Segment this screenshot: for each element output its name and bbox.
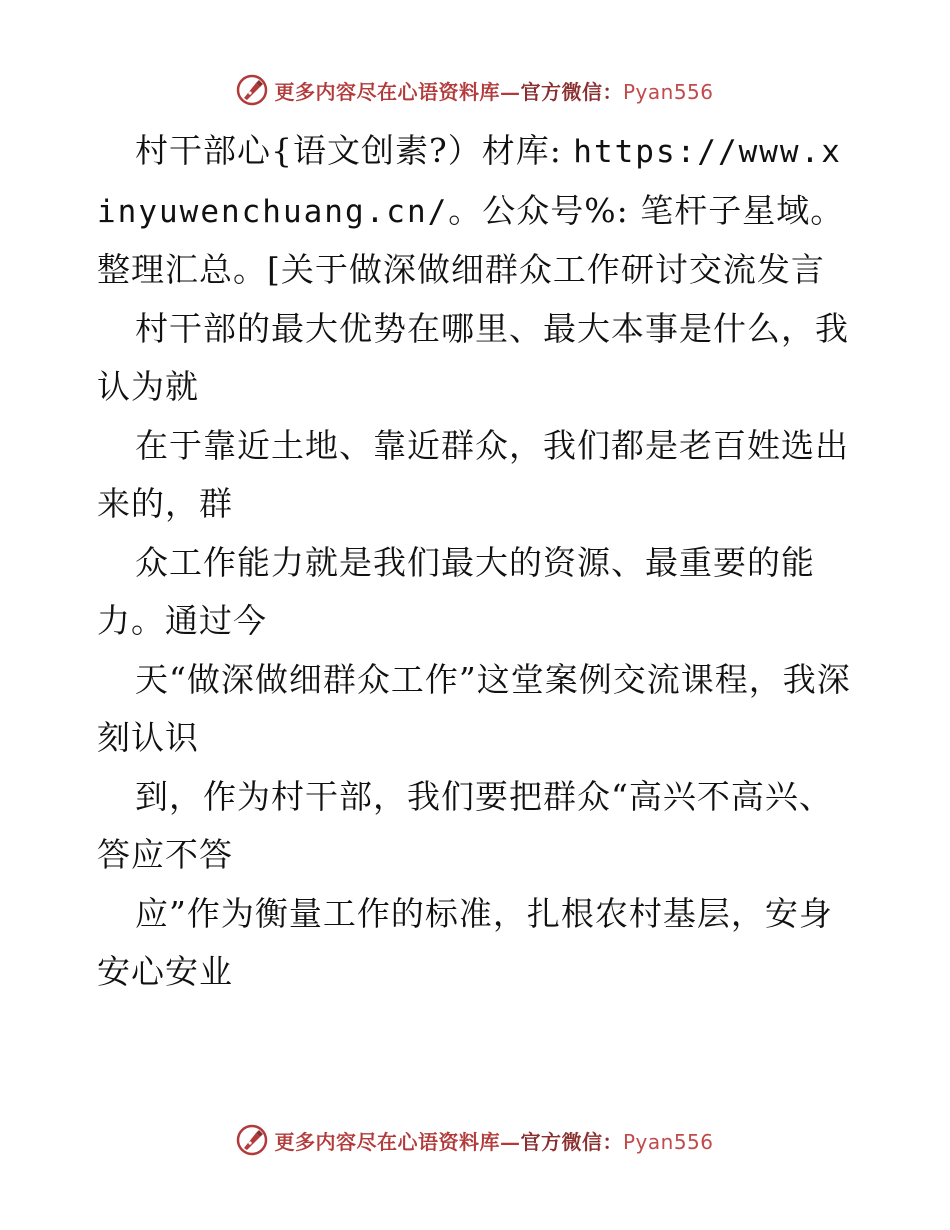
banner-library-text: 更多内容尽在心语资料库 xyxy=(274,1129,500,1154)
website-link[interactable]: https://www.xinyuwenchuang.cn/ xyxy=(97,134,842,230)
paragraph-7: 应”作为衡量工作的标准，扎根农村基层，安身安心安业 xyxy=(97,893,833,991)
banner-wechat-id: Pyan556 xyxy=(622,1129,714,1154)
banner-dash: — xyxy=(499,79,521,104)
header-banner-inner xyxy=(236,74,713,106)
paragraph-4: 众工作能力就是我们最大的资源、最重要的能力。通过今 xyxy=(97,542,815,640)
paragraph-2: 村干部的最大优势在哪里、最大本事是什么，我认为就 xyxy=(97,308,849,406)
document-body xyxy=(97,122,857,1002)
paragraph-1 xyxy=(97,122,857,300)
pen-nib-logo-icon xyxy=(236,1124,268,1156)
paragraph-1-lead: 村干部心{语文创素?）材库: xyxy=(135,131,574,170)
banner-wechat-id: Pyan556 xyxy=(622,79,714,104)
paragraph-6: 到，作为村干部，我们要把群众“高兴不高兴、答应不答 xyxy=(97,776,833,874)
banner-wechat-label: 官方微信： xyxy=(520,79,623,104)
banner-wechat-label: 官方微信： xyxy=(520,1129,623,1154)
banner-text xyxy=(274,1126,713,1155)
banner-dash: — xyxy=(499,1129,521,1154)
paragraph-5: 天“做深做细群众工作”这堂案例交流课程，我深刻认识 xyxy=(97,659,851,757)
footer-banner xyxy=(0,1120,950,1160)
banner-library-text: 更多内容尽在心语资料库 xyxy=(274,79,500,104)
paragraph-3: 在于靠近土地、靠近群众，我们都是老百姓选出来的，群 xyxy=(97,425,849,523)
header-banner xyxy=(0,70,950,110)
footer-banner-inner xyxy=(236,1124,713,1156)
banner-text xyxy=(274,76,713,105)
pen-nib-logo-icon xyxy=(236,74,268,106)
paragraph-1-rest: 。公众号%: 笔杆子星域。整理汇总。[关于做深做细群众工作研讨交流发言 xyxy=(97,190,845,289)
